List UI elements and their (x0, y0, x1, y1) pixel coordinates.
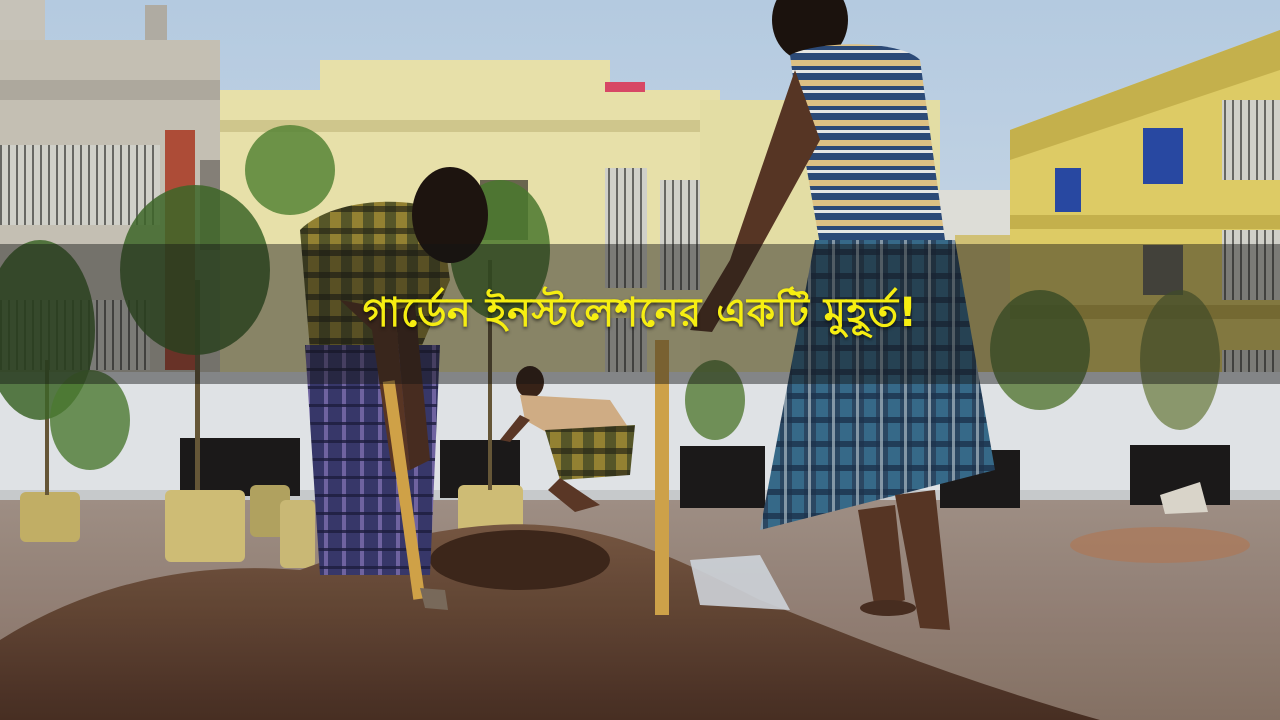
caption-band (0, 244, 1280, 384)
caption-text: গার্ডেন ইনস্টলেশনের একটি মুহূর্ত! (362, 289, 918, 336)
